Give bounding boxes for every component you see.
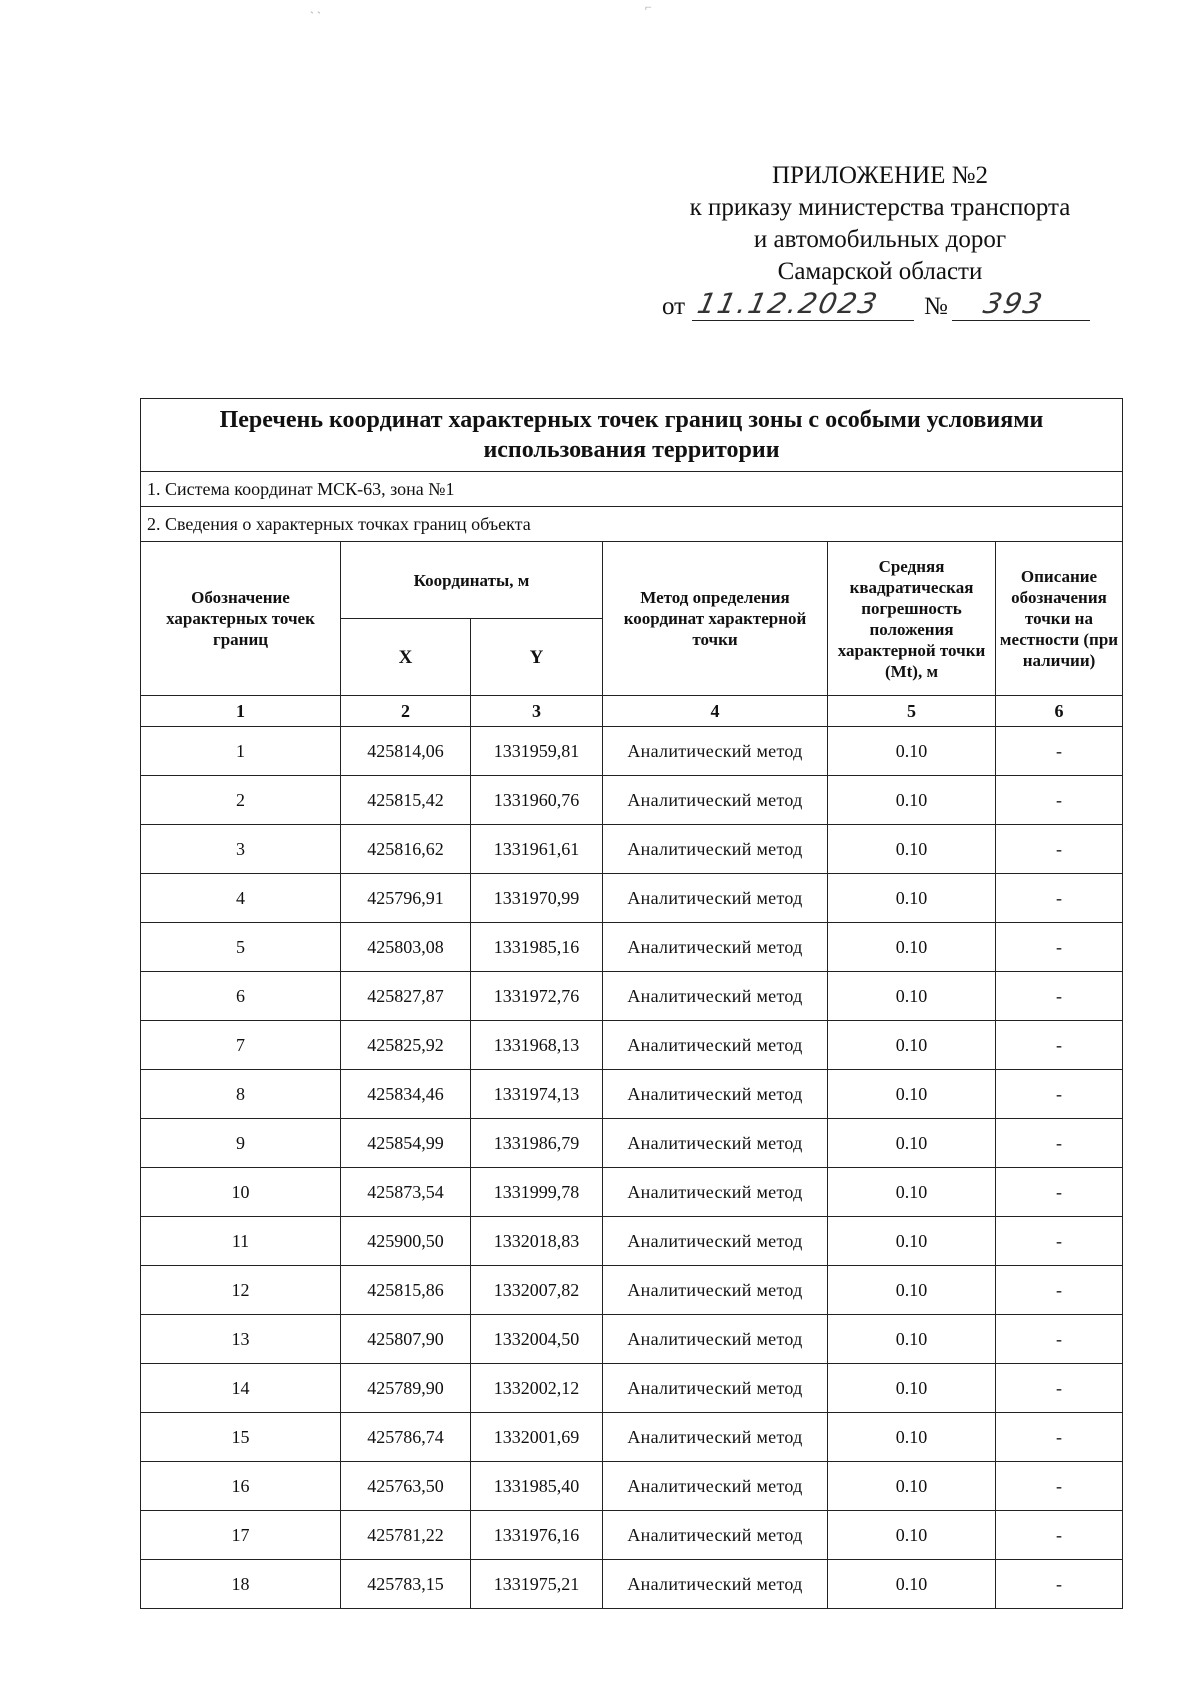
coordinates-table xyxy=(140,398,1123,1609)
error-mt-cell: 0.10 xyxy=(828,1266,996,1315)
coord-y-cell: 1332018,83 xyxy=(471,1217,603,1266)
header-error: Средняя квадратическая погрешность положения характерной точки (Mt), м xyxy=(828,542,996,696)
description-cell: - xyxy=(996,1217,1123,1266)
error-mt-cell: 0.10 xyxy=(828,1217,996,1266)
coord-y-cell: 1331961,61 xyxy=(471,825,603,874)
column-number: 1 xyxy=(141,696,341,727)
method-cell: Аналитический метод xyxy=(603,1266,828,1315)
coord-x-cell: 425786,74 xyxy=(341,1413,471,1462)
error-mt-cell: 0.10 xyxy=(828,1560,996,1609)
method-cell: Аналитический метод xyxy=(603,1070,828,1119)
coord-y-cell: 1331970,99 xyxy=(471,874,603,923)
table-row xyxy=(141,1315,1123,1364)
error-mt-cell: 0.10 xyxy=(828,727,996,776)
column-number: 5 xyxy=(828,696,996,727)
coord-x-cell: 425834,46 xyxy=(341,1070,471,1119)
error-mt-cell: 0.10 xyxy=(828,825,996,874)
method-cell: Аналитический метод xyxy=(603,874,828,923)
table-row xyxy=(141,1119,1123,1168)
point-id-cell: 11 xyxy=(141,1217,341,1266)
description-cell: - xyxy=(996,972,1123,1021)
coord-x-cell: 425781,22 xyxy=(341,1511,471,1560)
coord-x-cell: 425816,62 xyxy=(341,825,471,874)
point-id-cell: 8 xyxy=(141,1070,341,1119)
coord-x-cell: 425803,08 xyxy=(341,923,471,972)
description-cell: - xyxy=(996,727,1123,776)
table-row xyxy=(141,1217,1123,1266)
error-mt-cell: 0.10 xyxy=(828,1315,996,1364)
description-cell: - xyxy=(996,1168,1123,1217)
error-mt-cell: 0.10 xyxy=(828,1168,996,1217)
description-cell: - xyxy=(996,1413,1123,1462)
method-cell: Аналитический метод xyxy=(603,727,828,776)
point-id-cell: 3 xyxy=(141,825,341,874)
order-reference-line-2: и автомобильных дорог xyxy=(753,226,1007,253)
error-mt-cell: 0.10 xyxy=(828,1119,996,1168)
point-id-cell: 9 xyxy=(141,1119,341,1168)
coord-y-cell: 1331985,40 xyxy=(471,1462,603,1511)
header-method: Метод определения координат характерной точки xyxy=(603,542,828,696)
method-cell: Аналитический метод xyxy=(603,1168,828,1217)
coord-x-cell: 425825,92 xyxy=(341,1021,471,1070)
table-row xyxy=(141,1511,1123,1560)
column-number: 2 xyxy=(341,696,471,727)
column-number: 3 xyxy=(471,696,603,727)
method-cell: Аналитический метод xyxy=(603,923,828,972)
handwritten-number: 393 xyxy=(980,287,1047,320)
coord-x-cell: 425807,90 xyxy=(341,1315,471,1364)
coord-x-cell: 425783,15 xyxy=(341,1560,471,1609)
description-cell: - xyxy=(996,1511,1123,1560)
method-cell: Аналитический метод xyxy=(603,1217,828,1266)
description-cell: - xyxy=(996,923,1123,972)
date-label: от xyxy=(662,293,686,320)
point-id-cell: 13 xyxy=(141,1315,341,1364)
header-x: X xyxy=(341,619,471,696)
method-cell: Аналитический метод xyxy=(603,1119,828,1168)
points-info: 2. Сведения о характерных точках границ объекта xyxy=(141,507,1123,542)
coord-y-cell: 1331959,81 xyxy=(471,727,603,776)
coord-y-cell: 1332007,82 xyxy=(471,1266,603,1315)
point-id-cell: 6 xyxy=(141,972,341,1021)
table-row xyxy=(141,1364,1123,1413)
error-mt-cell: 0.10 xyxy=(828,1364,996,1413)
error-mt-cell: 0.10 xyxy=(828,923,996,972)
point-id-cell: 7 xyxy=(141,1021,341,1070)
handwritten-date: 11.12.2023 xyxy=(694,287,882,320)
coord-y-cell: 1331960,76 xyxy=(471,776,603,825)
description-cell: - xyxy=(996,776,1123,825)
table-row xyxy=(141,923,1123,972)
coord-y-cell: 1331999,78 xyxy=(471,1168,603,1217)
point-id-cell: 14 xyxy=(141,1364,341,1413)
order-date-number-line xyxy=(662,287,1102,323)
description-cell: - xyxy=(996,1462,1123,1511)
coord-x-cell: 425900,50 xyxy=(341,1217,471,1266)
table-row xyxy=(141,972,1123,1021)
description-cell: - xyxy=(996,1119,1123,1168)
order-reference-line-3: Самарской области xyxy=(777,258,983,285)
scan-artifact: ⌐ xyxy=(645,0,652,14)
table-row xyxy=(141,825,1123,874)
coord-x-cell: 425827,87 xyxy=(341,972,471,1021)
coord-y-cell: 1332002,12 xyxy=(471,1364,603,1413)
column-number: 6 xyxy=(996,696,1123,727)
point-id-cell: 4 xyxy=(141,874,341,923)
table-row xyxy=(141,1070,1123,1119)
table-row xyxy=(141,1462,1123,1511)
coord-y-cell: 1331985,16 xyxy=(471,923,603,972)
description-cell: - xyxy=(996,1560,1123,1609)
number-underline xyxy=(952,320,1090,321)
error-mt-cell: 0.10 xyxy=(828,1462,996,1511)
coord-x-cell: 425763,50 xyxy=(341,1462,471,1511)
description-cell: - xyxy=(996,874,1123,923)
coord-x-cell: 425815,42 xyxy=(341,776,471,825)
column-numbers-row xyxy=(141,696,1123,727)
coord-x-cell: 425789,90 xyxy=(341,1364,471,1413)
error-mt-cell: 0.10 xyxy=(828,874,996,923)
coordinate-system: 1. Система координат МСК-63, зона №1 xyxy=(141,472,1123,507)
error-mt-cell: 0.10 xyxy=(828,1021,996,1070)
method-cell: Аналитический метод xyxy=(603,1021,828,1070)
coord-x-cell: 425815,86 xyxy=(341,1266,471,1315)
table-row xyxy=(141,727,1123,776)
coord-x-cell: 425873,54 xyxy=(341,1168,471,1217)
point-id-cell: 12 xyxy=(141,1266,341,1315)
description-cell: - xyxy=(996,1364,1123,1413)
point-id-cell: 15 xyxy=(141,1413,341,1462)
method-cell: Аналитический метод xyxy=(603,1315,828,1364)
description-cell: - xyxy=(996,1021,1123,1070)
table-row xyxy=(141,1413,1123,1462)
coord-x-cell: 425854,99 xyxy=(341,1119,471,1168)
method-cell: Аналитический метод xyxy=(603,825,828,874)
header-y: Y xyxy=(471,619,603,696)
coord-y-cell: 1331976,16 xyxy=(471,1511,603,1560)
point-id-cell: 1 xyxy=(141,727,341,776)
coord-x-cell: 425814,06 xyxy=(341,727,471,776)
coord-y-cell: 1332001,69 xyxy=(471,1413,603,1462)
description-cell: - xyxy=(996,825,1123,874)
appendix-title: ПРИЛОЖЕНИЕ №2 xyxy=(771,162,989,189)
column-number: 4 xyxy=(603,696,828,727)
table-row xyxy=(141,1021,1123,1070)
number-label: № xyxy=(924,293,948,320)
table-row xyxy=(141,1560,1123,1609)
method-cell: Аналитический метод xyxy=(603,1511,828,1560)
coord-y-cell: 1331975,21 xyxy=(471,1560,603,1609)
table-row xyxy=(141,1168,1123,1217)
table-title: Перечень координат характерных точек границ зоны с особыми условиями использования территории xyxy=(141,399,1123,472)
error-mt-cell: 0.10 xyxy=(828,972,996,1021)
method-cell: Аналитический метод xyxy=(603,1413,828,1462)
error-mt-cell: 0.10 xyxy=(828,1511,996,1560)
coord-y-cell: 1332004,50 xyxy=(471,1315,603,1364)
method-cell: Аналитический метод xyxy=(603,1560,828,1609)
scan-artifact: ˏ ˎ xyxy=(310,0,321,14)
table-row xyxy=(141,874,1123,923)
order-reference-line-1: к приказу министерства транспорта xyxy=(689,194,1071,221)
header-designation: Обозначение характерных точек границ xyxy=(141,542,341,696)
description-cell: - xyxy=(996,1315,1123,1364)
coord-y-cell: 1331986,79 xyxy=(471,1119,603,1168)
header-coordinates: Координаты, м xyxy=(341,542,603,619)
coord-y-cell: 1331972,76 xyxy=(471,972,603,1021)
date-underline xyxy=(692,320,914,321)
method-cell: Аналитический метод xyxy=(603,972,828,1021)
description-cell: - xyxy=(996,1070,1123,1119)
header-description: Описание обозначения точки на местности (при наличии) xyxy=(996,542,1123,696)
method-cell: Аналитический метод xyxy=(603,1462,828,1511)
table-row xyxy=(141,776,1123,825)
method-cell: Аналитический метод xyxy=(603,1364,828,1413)
description-cell: - xyxy=(996,1266,1123,1315)
coord-x-cell: 425796,91 xyxy=(341,874,471,923)
appendix-header xyxy=(660,160,1100,288)
error-mt-cell: 0.10 xyxy=(828,1070,996,1119)
table-row xyxy=(141,1266,1123,1315)
error-mt-cell: 0.10 xyxy=(828,776,996,825)
point-id-cell: 10 xyxy=(141,1168,341,1217)
coord-y-cell: 1331968,13 xyxy=(471,1021,603,1070)
point-id-cell: 17 xyxy=(141,1511,341,1560)
point-id-cell: 5 xyxy=(141,923,341,972)
point-id-cell: 18 xyxy=(141,1560,341,1609)
point-id-cell: 2 xyxy=(141,776,341,825)
coord-y-cell: 1331974,13 xyxy=(471,1070,603,1119)
point-id-cell: 16 xyxy=(141,1462,341,1511)
error-mt-cell: 0.10 xyxy=(828,1413,996,1462)
method-cell: Аналитический метод xyxy=(603,776,828,825)
